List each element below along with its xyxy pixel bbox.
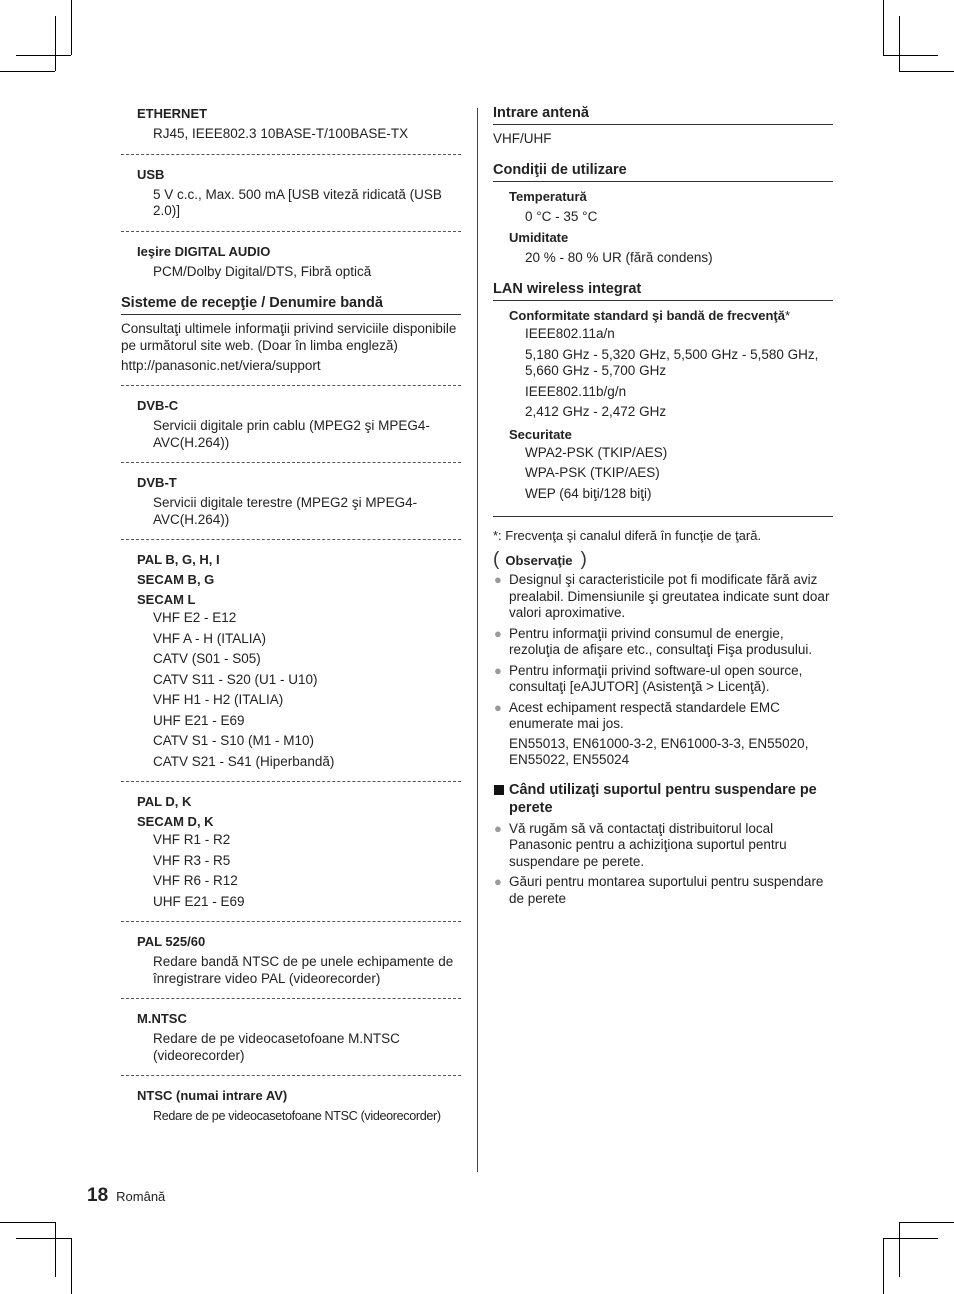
spec-title: PAL B, G, H, I (137, 552, 220, 567)
band-item: CATV S1 - S10 (M1 - M10) (153, 733, 315, 748)
page-language: Română (116, 1189, 166, 1204)
dashed-divider (121, 781, 461, 782)
page-number: 18 (87, 1185, 109, 1206)
observation-heading (493, 549, 833, 570)
crop-mark (0, 1222, 55, 1223)
band-item: VHF R6 - R12 (153, 873, 238, 888)
lan-std-item: 2,412 GHz - 2,472 GHz (525, 404, 667, 419)
spec-title: USB (137, 166, 165, 182)
crop-mark (16, 1238, 71, 1239)
dashed-divider (121, 385, 461, 386)
bracket-right-icon: ) (580, 549, 587, 570)
lan-std-item: IEEE802.11a/n (525, 326, 615, 341)
section-title-reception: Sisteme de recepţie / Denumire bandă (121, 294, 461, 315)
spec-value: 20 % - 80 % UR (fără condens) (525, 249, 713, 265)
bullet-icon: ● (494, 625, 502, 641)
note-item: ● Acest echipament respectă standardele EMC enumerate mai jos. (494, 699, 780, 731)
dashed-divider (121, 154, 461, 155)
crop-mark (899, 1222, 900, 1277)
band-item: VHF R3 - R5 (153, 852, 231, 868)
observation-label: Observaţie (505, 552, 573, 568)
page-footer (87, 1185, 165, 1207)
spec-pal525 (121, 932, 461, 987)
spec-value: RJ45, IEEE802.3 10BASE-T/100BASE-TX (153, 126, 409, 141)
lan-std-item: 5,180 GHz - 5,320 GHz, 5,500 GHz - 5,580 GHz, 5,660 GHz - 5,700 GHz (525, 346, 819, 378)
footnote: *: Frecvenţa şi canalul diferă în funcţie de ţară. (493, 528, 762, 543)
spec-title: PAL 525/60 (137, 934, 206, 949)
spec-title: SECAM D, K (137, 814, 214, 829)
section-title-antenna: Intrare antenă (493, 104, 833, 125)
spec-dvbc (121, 396, 461, 451)
band-item: VHF A - H (ITALIA) (153, 630, 267, 646)
spec-value: Redare bandă NTSC de pe unele echipamente de înregistrare video PAL (videorecorder) (153, 954, 454, 986)
dashed-divider (121, 998, 461, 999)
band-item: CATV S21 - S41 (Hiperbandă) (153, 753, 335, 769)
dashed-divider (121, 539, 461, 540)
band-item: VHF E2 - E12 (153, 610, 237, 625)
right-column (493, 104, 833, 907)
divider (493, 516, 833, 517)
band-item: CATV (S01 - S05) (153, 651, 261, 666)
spec-value: Redare de pe videocasetofoane NTSC (videorecorder) (153, 1109, 441, 1123)
spec-title: Umiditate (509, 229, 569, 245)
crop-mark (899, 16, 900, 71)
spec-title (509, 306, 833, 326)
crop-mark (16, 55, 71, 56)
note-item: ● Designul şi caracteristicile pot fi modificate fără aviz prealabil. Dimensiunile şi greutatea indicate sunt doar valori aproximative. (494, 572, 830, 620)
crop-mark (899, 71, 954, 72)
lan-sec-item: WPA-PSK (TKIP/AES) (525, 465, 660, 480)
crop-mark (71, 0, 72, 55)
spec-title: Securitate (509, 426, 572, 442)
spec-digital-audio (121, 242, 461, 281)
bullet-icon: ● (494, 820, 502, 836)
spec-title: PAL D, K (137, 794, 192, 809)
note-item: ● Găuri pentru montarea suportului pentru suspendare de perete (494, 874, 824, 906)
spec-pal-dk (121, 792, 461, 910)
spec-value: Servicii digitale terestre (MPEG2 şi MPEG4-AVC(H.264)) (153, 495, 418, 527)
crop-mark (883, 1238, 938, 1239)
spec-title: SECAM L (137, 592, 196, 607)
spec-title: DVB-T (137, 475, 177, 490)
band-item: UHF E21 - E69 (153, 893, 245, 909)
spec-title: SECAM B, G (137, 572, 215, 587)
note-item: ● Pentru informaţii privind consumul de energie, rezoluţia de afişare etc., consultaţi Fişa produsului. (494, 625, 813, 657)
crop-mark (55, 1222, 56, 1277)
spec-value: Servicii digitale prin cablu (MPEG2 şi MPEG4-AVC(H.264)) (153, 418, 430, 450)
spec-ethernet (121, 104, 461, 143)
dashed-divider (121, 462, 461, 463)
spec-value: Redare de pe videocasetofoane M.NTSC (videorecorder) (153, 1031, 400, 1063)
note-item: ● Pentru informaţii privind software-ul open source, consultaţi [eAJUTOR] (Asistenţă > Licenţă). (494, 662, 803, 694)
crop-mark (0, 71, 55, 72)
bullet-icon: ● (494, 874, 502, 889)
bullet-icon: ● (494, 662, 502, 678)
spec-value: 5 V c.c., Max. 500 mA [USB viteză ridicată (USB 2.0)] (153, 186, 442, 218)
lan-sec-item: WPA2-PSK (TKIP/AES) (525, 444, 668, 460)
section-title-conditions: Condiţii de utilizare (493, 161, 833, 182)
antenna-value: VHF/UHF (493, 131, 552, 146)
reception-intro: Consultaţi ultimele informaţii privind serviciile disponibile pe următorul site web. (Doar în limba engleză) (121, 321, 457, 353)
band-item: VHF H1 - H2 (ITALIA) (153, 692, 284, 707)
dashed-divider (121, 1075, 461, 1076)
band-item: VHF R1 - R2 (153, 832, 231, 847)
crop-mark (55, 16, 56, 71)
spec-value: PCM/Dolby Digital/DTS, Fibră optică (153, 263, 372, 279)
spec-title: ETHERNET (137, 106, 208, 121)
left-column (121, 104, 461, 1127)
spec-usb (121, 165, 461, 220)
spec-mntsc (121, 1009, 461, 1064)
spec-title: NTSC (numai intrare AV) (137, 1088, 288, 1103)
square-bullet-icon (494, 785, 504, 795)
lan-sec-item: WEP (64 biţi/128 biţi) (525, 485, 652, 501)
bracket-left-icon: ( (493, 549, 500, 570)
crop-mark (71, 1238, 72, 1294)
spec-title: DVB-C (137, 398, 179, 413)
crop-mark (883, 0, 884, 55)
support-url: http://panasonic.net/viera/support (121, 358, 321, 373)
spec-title: M.NTSC (137, 1011, 187, 1026)
spec-dvbt (121, 473, 461, 528)
band-item: CATV S11 - S20 (U1 - U10) (153, 671, 318, 687)
crop-mark (883, 55, 938, 56)
spec-title: Temperatură (509, 189, 587, 204)
emc-standards: EN55013, EN61000-3-2, EN61000-3-3, EN55020, EN55022, EN55024 (509, 735, 809, 767)
spec-pal-bg (121, 550, 461, 770)
dashed-divider (121, 231, 461, 232)
section-title-lan: LAN wireless integrat (493, 280, 833, 301)
bullet-icon: ● (494, 699, 502, 715)
crop-mark (899, 1222, 954, 1223)
band-item: UHF E21 - E69 (153, 712, 245, 728)
note-item: ● Vă rugăm să vă contactaţi distribuitorul local Panasonic pentru a achiziţiona suportul pentru suspendare pe perete. (494, 820, 787, 869)
bullet-icon: ● (494, 572, 502, 587)
crop-mark (883, 1238, 884, 1294)
std-label: Conformitate standard şi bandă de frecvenţă (509, 308, 785, 323)
wall-mount-heading: Când utilizaţi suportul pentru suspendare pe perete (493, 781, 833, 817)
column-divider (477, 108, 478, 1172)
lan-std-item: IEEE802.11b/g/n (525, 383, 627, 399)
spec-title: Ieşire DIGITAL AUDIO (137, 243, 271, 259)
spec-value: 0 °C - 35 °C (525, 209, 598, 224)
dashed-divider (121, 921, 461, 922)
spec-ntsc (121, 1086, 461, 1125)
footnote-mark: * (784, 308, 791, 323)
